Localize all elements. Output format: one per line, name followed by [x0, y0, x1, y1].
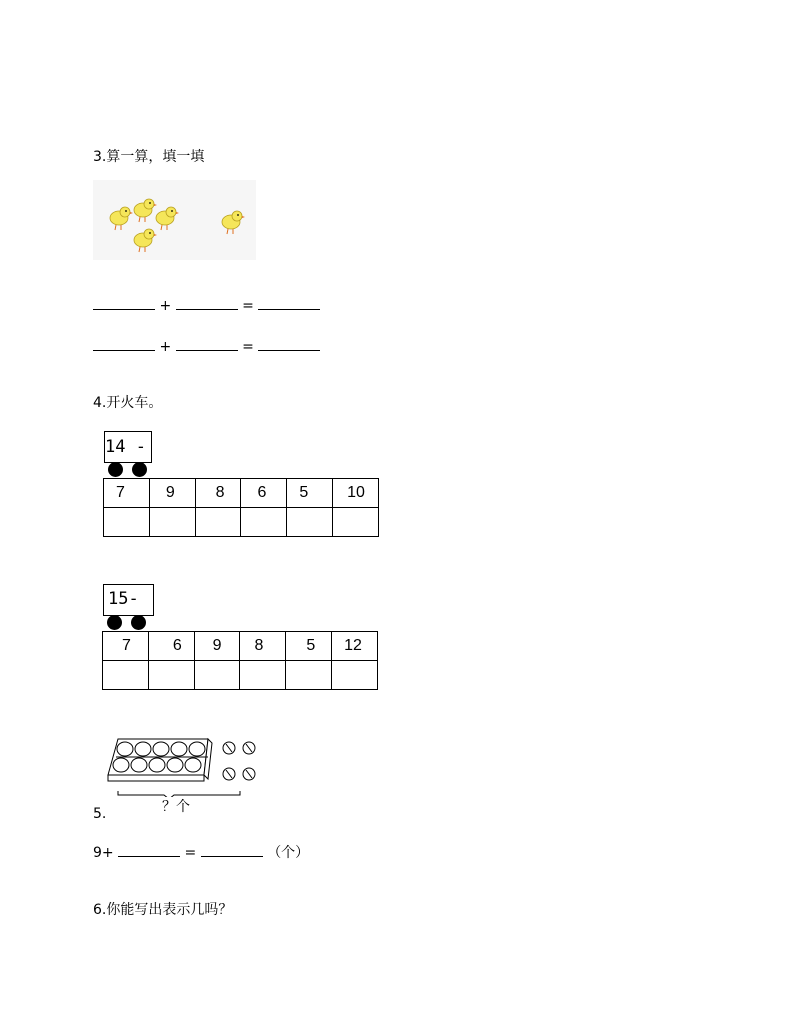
answer-cell[interactable]	[103, 661, 149, 690]
answer-blank[interactable]	[93, 295, 155, 310]
train-numbers-row	[104, 479, 379, 508]
number-cell: 9	[149, 479, 195, 508]
number-cell: 5	[286, 632, 332, 661]
answer-cell[interactable]	[194, 661, 240, 690]
wheel-icon	[107, 615, 122, 630]
answer-cell[interactable]	[333, 508, 379, 537]
number-cell: 9	[194, 632, 240, 661]
answer-row	[103, 661, 378, 690]
q3-equation-1	[93, 295, 320, 314]
train-numbers-row	[103, 632, 378, 661]
chick-icon	[134, 199, 157, 222]
answer-cell[interactable]	[287, 508, 333, 537]
wheel-icon	[131, 615, 146, 630]
egg-crate-illustration	[104, 735, 264, 797]
egg-tray-icon	[108, 739, 212, 781]
q5-equation	[93, 842, 309, 862]
q5-number: 5.	[93, 806, 107, 822]
answer-blank[interactable]	[258, 295, 320, 310]
plus-sign: +	[159, 339, 172, 355]
number-cell: 8	[195, 479, 241, 508]
answer-cell[interactable]	[195, 508, 241, 537]
number-cell: 10	[333, 479, 379, 508]
wheel-icon	[108, 462, 123, 477]
number-cell: 7	[104, 479, 150, 508]
number-cell: 12	[332, 632, 378, 661]
train-engine: 15-	[103, 584, 154, 616]
chick-icon	[110, 207, 133, 230]
answer-blank[interactable]	[176, 336, 238, 351]
train-cars-table	[103, 478, 379, 537]
unit-label: （个）	[267, 845, 310, 861]
answer-cell[interactable]	[286, 661, 332, 690]
answer-blank[interactable]	[201, 842, 263, 857]
train-engine: 14 -	[104, 431, 152, 463]
answer-blank[interactable]	[258, 336, 320, 351]
q3-equation-2	[93, 336, 320, 355]
loose-eggs-icon	[223, 742, 255, 780]
answer-blank[interactable]	[93, 336, 155, 351]
q6-title: 6.你能写出表示几吗？	[93, 902, 233, 918]
wheel-icon	[132, 462, 147, 477]
number-cell: 6	[241, 479, 287, 508]
number-cell: 6	[148, 632, 194, 661]
answer-row	[104, 508, 379, 537]
q4-title: 4.开火车。	[93, 395, 163, 411]
equals-sign: =	[242, 339, 254, 355]
chick-icon	[134, 229, 157, 252]
chicks-illustration	[93, 180, 256, 260]
number-cell: 5	[287, 479, 333, 508]
chicks-image	[93, 180, 256, 260]
number-cell: 8	[240, 632, 286, 661]
brace-label: ？个	[162, 799, 190, 815]
egg-crate-image	[104, 735, 264, 797]
answer-cell[interactable]	[104, 508, 150, 537]
answer-cell[interactable]	[332, 661, 378, 690]
equation-prefix: 9+	[93, 845, 114, 861]
answer-cell[interactable]	[241, 508, 287, 537]
q3-title: 3.算一算，填一填	[93, 149, 205, 165]
number-cell: 7	[103, 632, 149, 661]
plus-sign: +	[159, 298, 172, 314]
answer-cell[interactable]	[148, 661, 194, 690]
answer-blank[interactable]	[118, 842, 180, 857]
answer-cell[interactable]	[149, 508, 195, 537]
train-cars-table	[102, 631, 378, 690]
chick-icon	[222, 211, 245, 234]
equals-sign: =	[184, 845, 197, 861]
equals-sign: =	[242, 298, 254, 314]
chick-icon	[156, 207, 179, 230]
answer-cell[interactable]	[240, 661, 286, 690]
answer-blank[interactable]	[176, 295, 238, 310]
